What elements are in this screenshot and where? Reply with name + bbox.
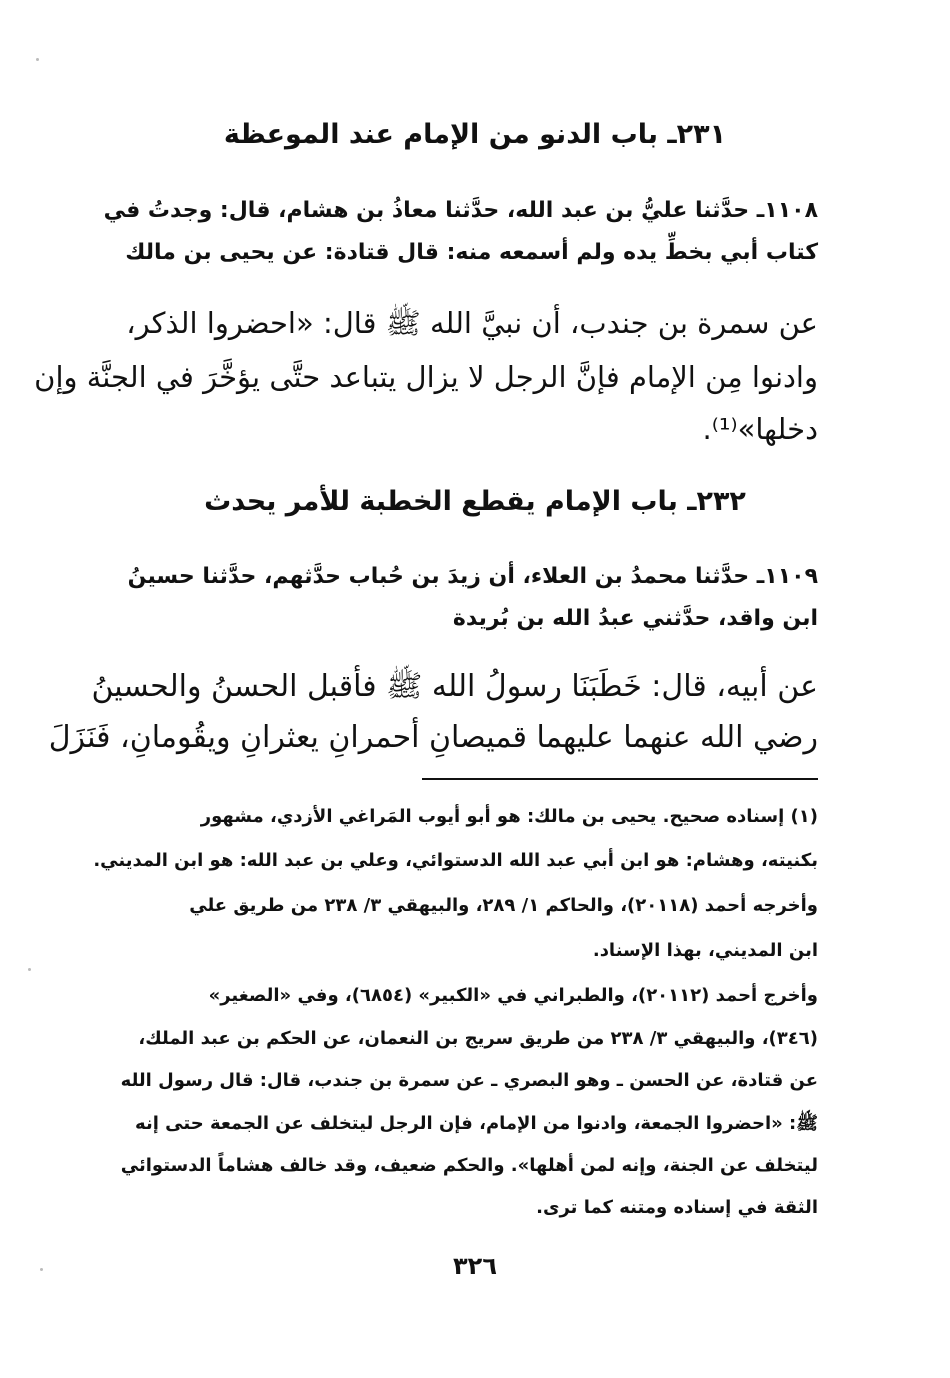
footnote-line-10: الثقة في إسناده ومتنه كما ترى. bbox=[536, 1197, 818, 1218]
footnote-line-9: ليتخلف عن الجنة، وإنه لمن أهلها». والحكم ضعيف، وقد خالف هشاماً الدستوائي bbox=[120, 1155, 818, 1176]
footnote-line-2: بكنيته، وهشام: هو ابن أبي عبد الله الدستوائي، وعلي بن عبد الله: هو ابن المديني. bbox=[93, 850, 818, 871]
section-231-heading: ٢٣١ـ باب الدنو من الإمام عند الموعظة bbox=[223, 119, 727, 150]
footnote-separator bbox=[422, 778, 818, 780]
footnote-line-1: (١) إسناده صحيح. يحيى بن مالك: هو أبو أيوب المَراغي الأزدي، مشهور bbox=[200, 806, 818, 827]
hadith-1108-matn-line-1: عن سمرة بن جندب، أن نبيَّ الله ﷺ قال: «احضروا الذكر، bbox=[126, 306, 818, 340]
hadith-1108-isnad-line-2: كتاب أبي بخطِّ يده ولم أسمعه منه: قال قتادة: عن يحيى بن مالك bbox=[125, 240, 818, 265]
hadith-1109-isnad-line-1: ١١٠٩ـ حدَّثنا محمدُ بن العلاء، أن زيدَ بن حُباب حدَّثهم، حدَّثنا حسينُ bbox=[127, 564, 818, 589]
footnote-line-7: عن قتادة، عن الحسن ـ وهو البصري ـ عن سمرة بن جندب، قال: قال رسول الله bbox=[120, 1070, 818, 1091]
hadith-1109-matn-line-1: عن أبيه، قال: خَطَبَنَا رسولُ الله ﷺ فأقبل الحسنُ والحسينُ bbox=[91, 669, 818, 704]
section-232-heading: ٢٣٢ـ باب الإمام يقطع الخطبة للأمر يحدث bbox=[204, 486, 746, 517]
footnote-line-3: وأخرجه أحمد (٢٠١١٨)، والحاكم ١/ ٢٨٩، والبيهقي ٣/ ٢٣٨ من طريق علي bbox=[189, 895, 818, 916]
hadith-1108-matn-line-3: دخلها»⁽¹⁾. bbox=[702, 412, 818, 446]
page-number: ٣٢٦ bbox=[453, 1252, 497, 1280]
footnote-line-8: ﷺ: «احضروا الجمعة، وادنوا من الإمام، فإن الرجل ليتخلف عن الجمعة حتى إنه bbox=[135, 1113, 818, 1134]
hadith-1109-matn-line-2: رضي الله عنهما عليهما قميصانِ أحمرانِ يعثرانِ ويقُومانِ، فَنَزَلَ bbox=[48, 720, 818, 755]
scan-speck bbox=[40, 1268, 43, 1271]
scan-speck bbox=[36, 58, 39, 61]
hadith-1109-isnad-line-2: ابن واقد، حدَّثني عبدُ الله بن بُريدة bbox=[452, 606, 818, 631]
footnote-line-4: ابن المديني، بهذا الإسناد. bbox=[592, 940, 818, 961]
scan-speck bbox=[28, 968, 31, 971]
footnote-line-5: وأخرج أحمد (٢٠١١٢)، والطبراني في «الكبير» (٦٨٥٤)، وفي «الصغير» bbox=[208, 985, 818, 1006]
hadith-1108-matn-line-2: وادنوا مِن الإمام فإنَّ الرجل لا يزال يتباعد حتَّى يؤخَّرَ في الجنَّة وإن bbox=[34, 360, 818, 394]
footnote-line-6: (٣٤٦)، والبيهقي ٣/ ٢٣٨ من طريق سريج بن النعمان، عن الحكم بن عبد الملك، bbox=[138, 1028, 818, 1049]
hadith-1108-isnad-line-1: ١١٠٨ـ حدَّثنا عليُّ بن عبد الله، حدَّثنا معاذُ بن هشام، قال: وجدتُ في bbox=[103, 198, 818, 223]
